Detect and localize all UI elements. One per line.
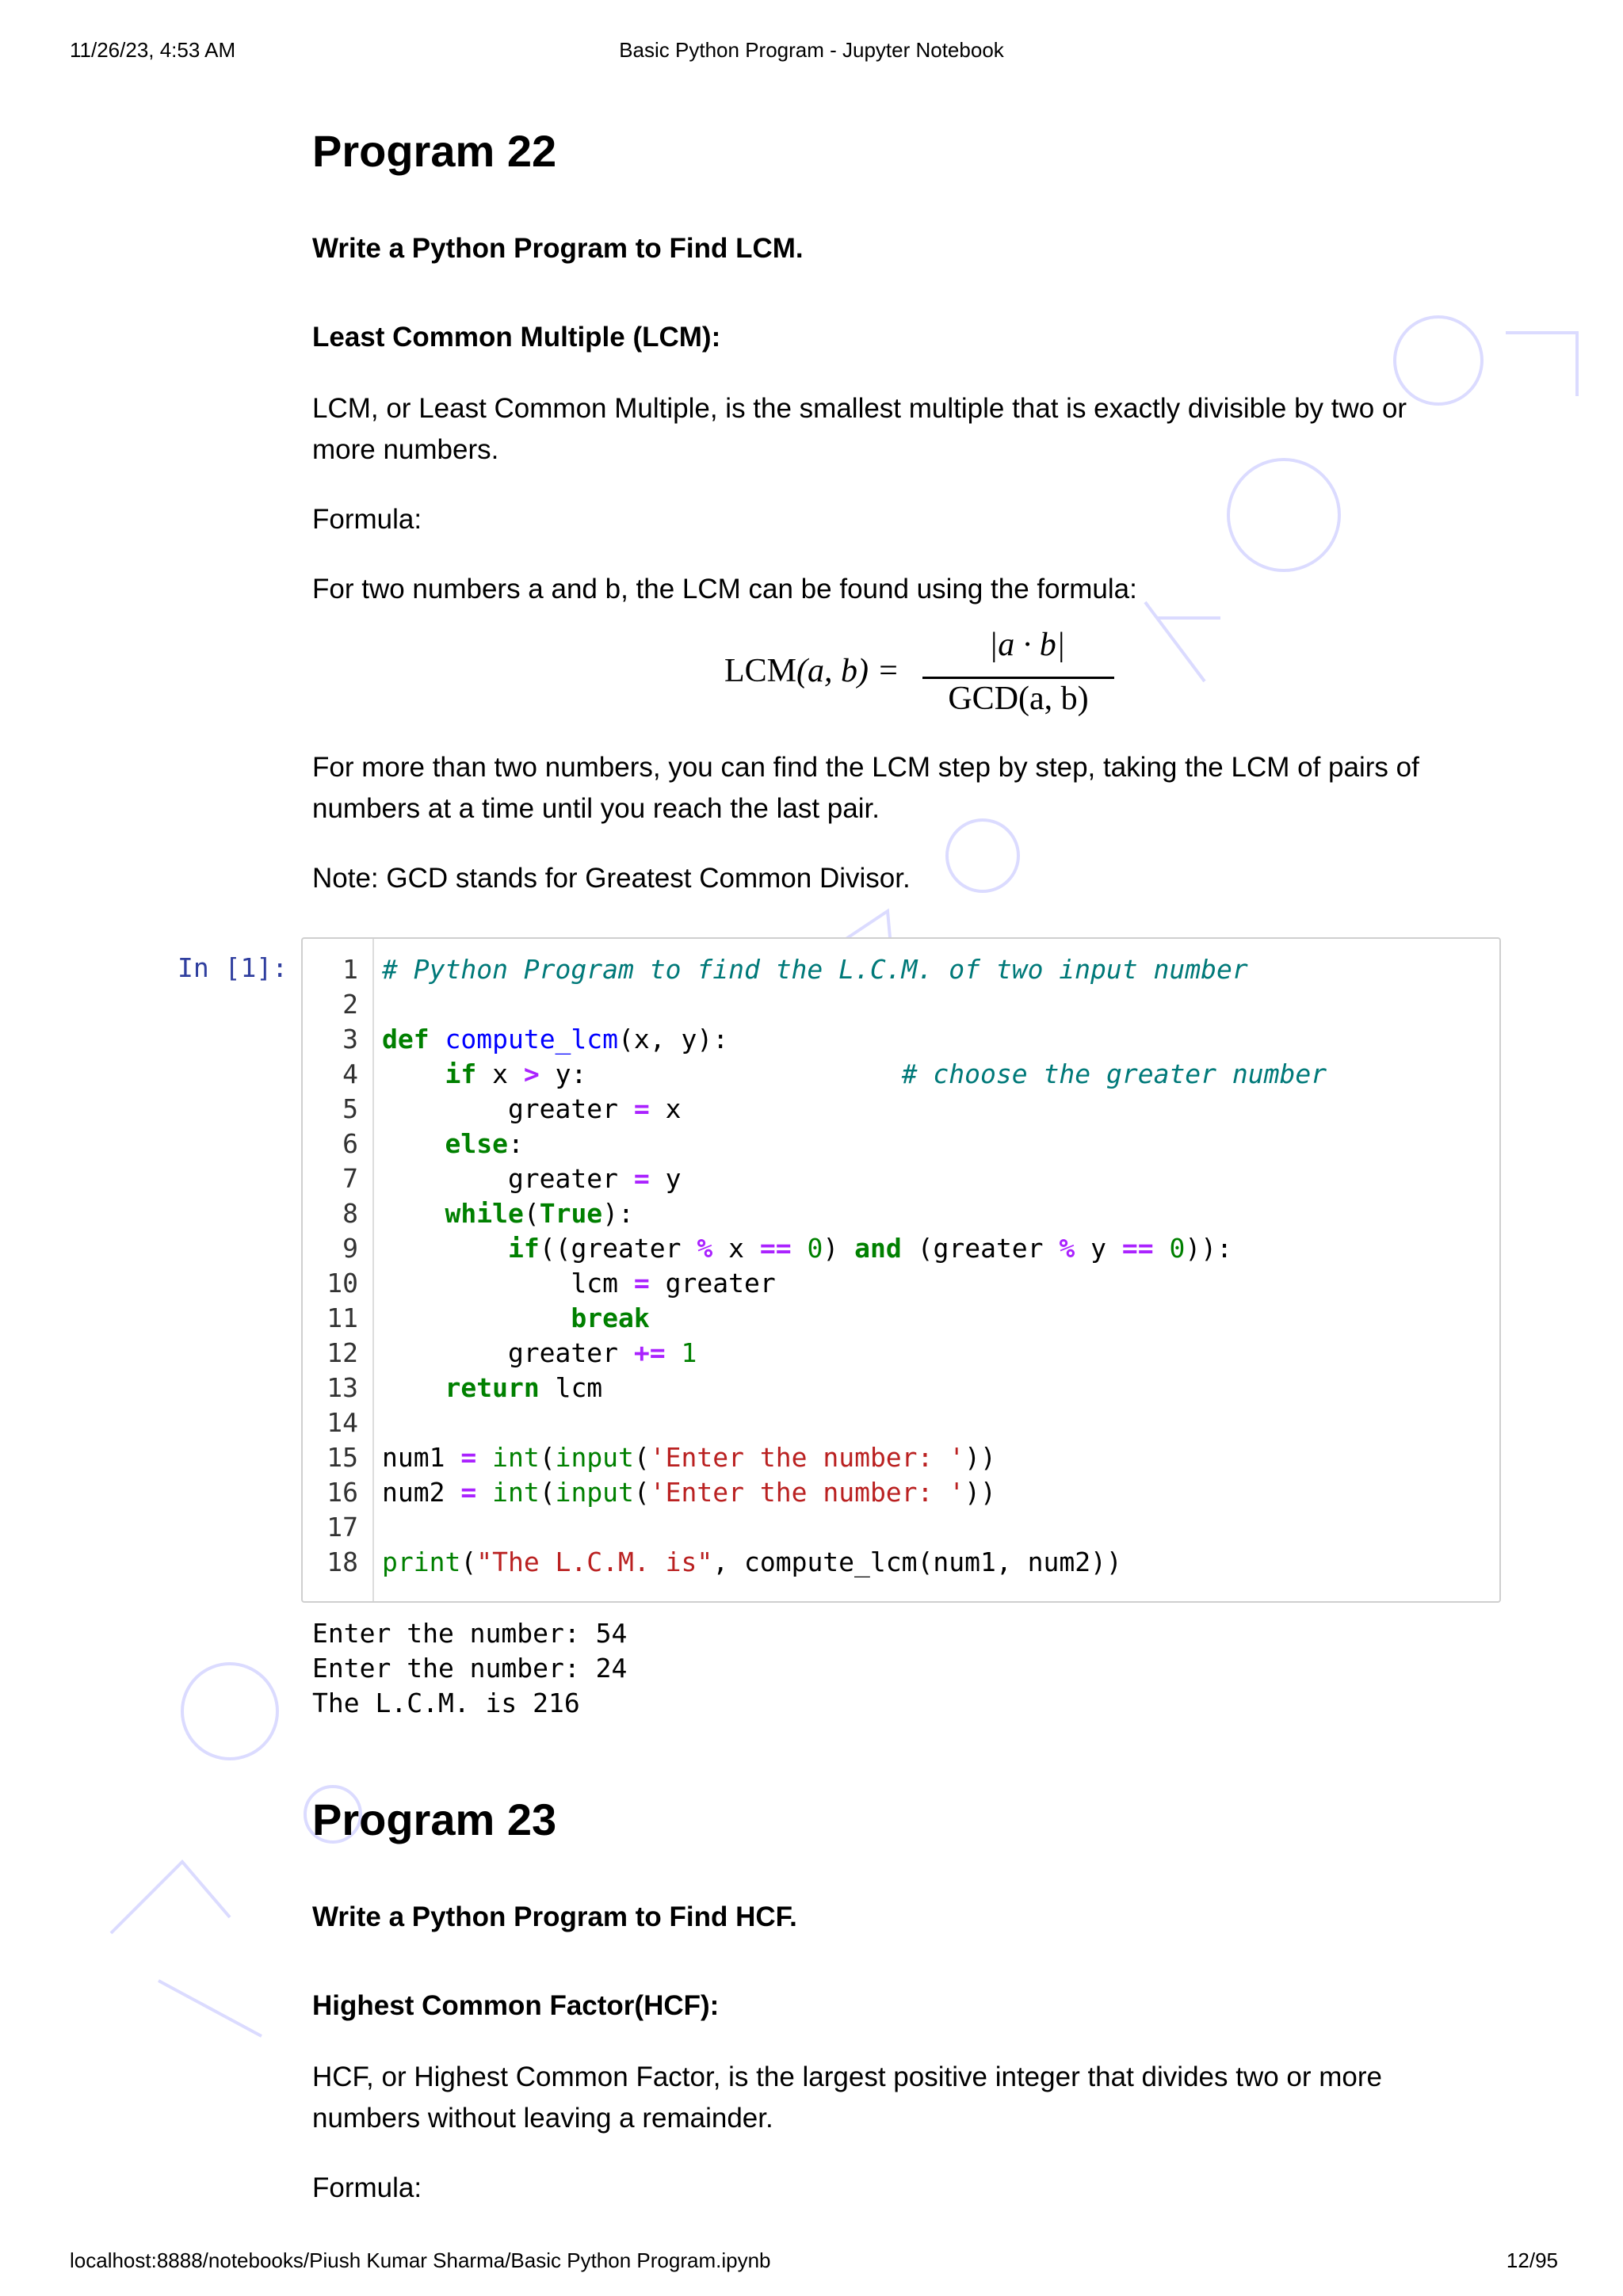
document-title: Basic Python Program - Jupyter Notebook (619, 38, 1004, 62)
lcm-subheading: Least Common Multiple (LCM): (312, 322, 721, 353)
line-number: 14 (327, 1407, 358, 1438)
cell-output (312, 1616, 627, 1721)
page-number: 12/95 (1506, 2248, 1558, 2272)
output-line: The L.C.M. is 216 (312, 1688, 580, 1718)
program-22-heading: Program 22 (312, 126, 557, 176)
line-number: 2 (342, 989, 358, 1020)
page-url: localhost:8888/notebooks/Piush Kumar Sharma/Basic Python Program.ipynb (70, 2248, 771, 2272)
code-comment: # Python Program to find the L.C.M. of two input number (382, 954, 1248, 985)
print-date: 11/26/23, 4:53 AM (70, 38, 236, 62)
line-numbers (303, 952, 358, 1580)
formula-numerator: |a · b| (988, 627, 1066, 663)
fraction-bar (922, 677, 1114, 679)
line-number: 6 (342, 1128, 358, 1159)
hcf-definition: HCF, or Highest Common Factor, is the largest positive integer that divides two or more numbers without leaving a remainder. (312, 2061, 1382, 2134)
code-function-name: compute_lcm (445, 1024, 619, 1055)
line-number: 13 (327, 1372, 358, 1403)
program-23-heading: Program 23 (312, 1794, 557, 1844)
output-line: Enter the number: 54 (312, 1618, 628, 1649)
code-lines[interactable]: # Python Program to find the L.C.M. of two input number def compute_lcm(x, y): if x > y: # choose the greater number greater = x else: greater = y while(True): if((greater % x == 0) and (greater % y == 0)): lcm = greater break greater += 1 return lcm num1 = int(input('Enter the number: ')) num2 = int(input('Enter the number: ')) print("The L.C.M. is", compute_lcm(num1, num2)) (382, 954, 1327, 1577)
line-number: 17 (327, 1512, 358, 1543)
line-number: 3 (342, 1024, 358, 1055)
formula-lhs-args: (a, b) = (796, 653, 899, 689)
line-number: 18 (327, 1547, 358, 1577)
line-number: 10 (327, 1268, 358, 1299)
formula-label: Formula: (312, 504, 422, 535)
line-number: 9 (342, 1233, 358, 1264)
hcf-formula-label: Formula: (312, 2172, 422, 2203)
cell-prompt: In [1]: (178, 952, 288, 983)
program-23-task: Write a Python Program to Find HCF. (312, 1901, 797, 1932)
line-number: 15 (327, 1442, 358, 1473)
code-keyword: def (382, 1024, 430, 1055)
lcm-more-than-two: For more than two numbers, you can find the LCM step by step, taking the LCM of pairs of numbers at a time until you reach the last pair. (312, 752, 1419, 824)
line-number: 16 (327, 1477, 358, 1508)
output-line: Enter the number: 24 (312, 1653, 628, 1684)
line-number: 5 (342, 1093, 358, 1124)
line-number: 8 (342, 1198, 358, 1229)
line-number: 4 (342, 1058, 358, 1089)
line-number: 1 (342, 954, 358, 985)
program-22-task: Write a Python Program to Find LCM. (312, 233, 804, 264)
lcm-definition: LCM, or Least Common Multiple, is the smallest multiple that is exactly divisible by two or more numbers. (312, 393, 1407, 465)
line-number: 11 (327, 1302, 358, 1333)
line-number: 12 (327, 1337, 358, 1368)
gcd-note: Note: GCD stands for Greatest Common Divisor. (312, 863, 911, 894)
formula-intro: For two numbers a and b, the LCM can be found using the formula: (312, 574, 1137, 605)
formula-denominator: GCD(a, b) (948, 681, 1089, 717)
line-number: 7 (342, 1163, 358, 1194)
hcf-subheading: Highest Common Factor(HCF): (312, 1990, 720, 2021)
code-cell[interactable] (301, 937, 1501, 1603)
formula-lhs-fn: LCM (724, 653, 797, 689)
